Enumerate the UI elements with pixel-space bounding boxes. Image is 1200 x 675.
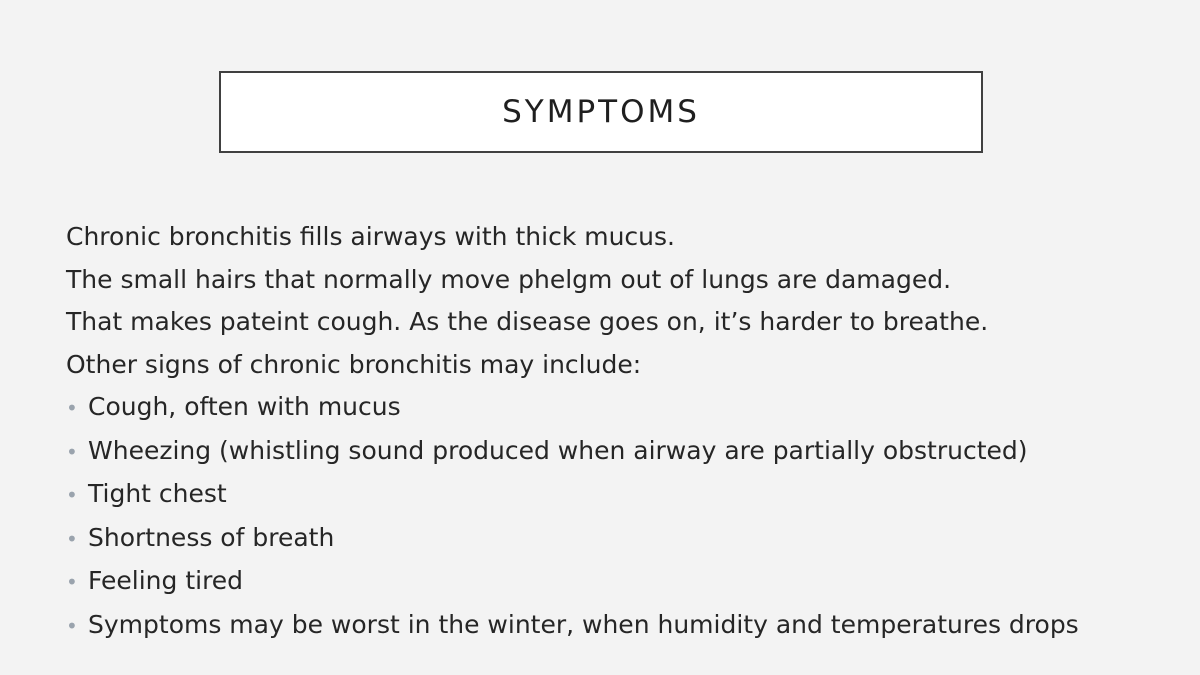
bullet-item	[66, 560, 1186, 604]
bullet-icon: •	[66, 570, 78, 594]
slide-title: SYMPTOMS	[502, 94, 700, 130]
bullet-text: Cough, often with mucus	[88, 392, 401, 421]
paragraph-line: Other signs of chronic bronchitis may include:	[66, 349, 642, 379]
bullet-icon: •	[66, 483, 78, 507]
bullet-icon: •	[66, 526, 78, 551]
paragraph-line: Chronic bronchitis fills airways with thick mucus.	[66, 222, 675, 251]
bullet-text: Wheezing (whistling sound produced when airway are partially obstructed)	[88, 435, 1028, 465]
bullet-text: Feeling tired	[88, 566, 244, 595]
bullet-icon: •	[66, 439, 78, 464]
bullet-item	[66, 604, 1186, 648]
bullet-item	[66, 430, 1186, 474]
bullet-icon: •	[66, 613, 78, 638]
paragraph-line: The small hairs that normally move phelgm out of lungs are damaged.	[66, 264, 952, 294]
bullet-item	[66, 473, 1186, 517]
bullet-text: Shortness of breath	[88, 522, 335, 552]
title-box	[219, 71, 983, 153]
bullet-text: Symptoms may be worst in the winter, when humidity and temperatures drops	[88, 609, 1079, 639]
bullet-item	[66, 517, 1186, 561]
bullet-icon: •	[66, 396, 78, 420]
bullet-item	[66, 386, 1186, 430]
slide-body	[66, 216, 1186, 647]
paragraph-line: That makes pateint cough. As the disease goes on, it’s harder to breathe.	[66, 307, 989, 336]
bullet-text: Tight chest	[88, 479, 227, 508]
